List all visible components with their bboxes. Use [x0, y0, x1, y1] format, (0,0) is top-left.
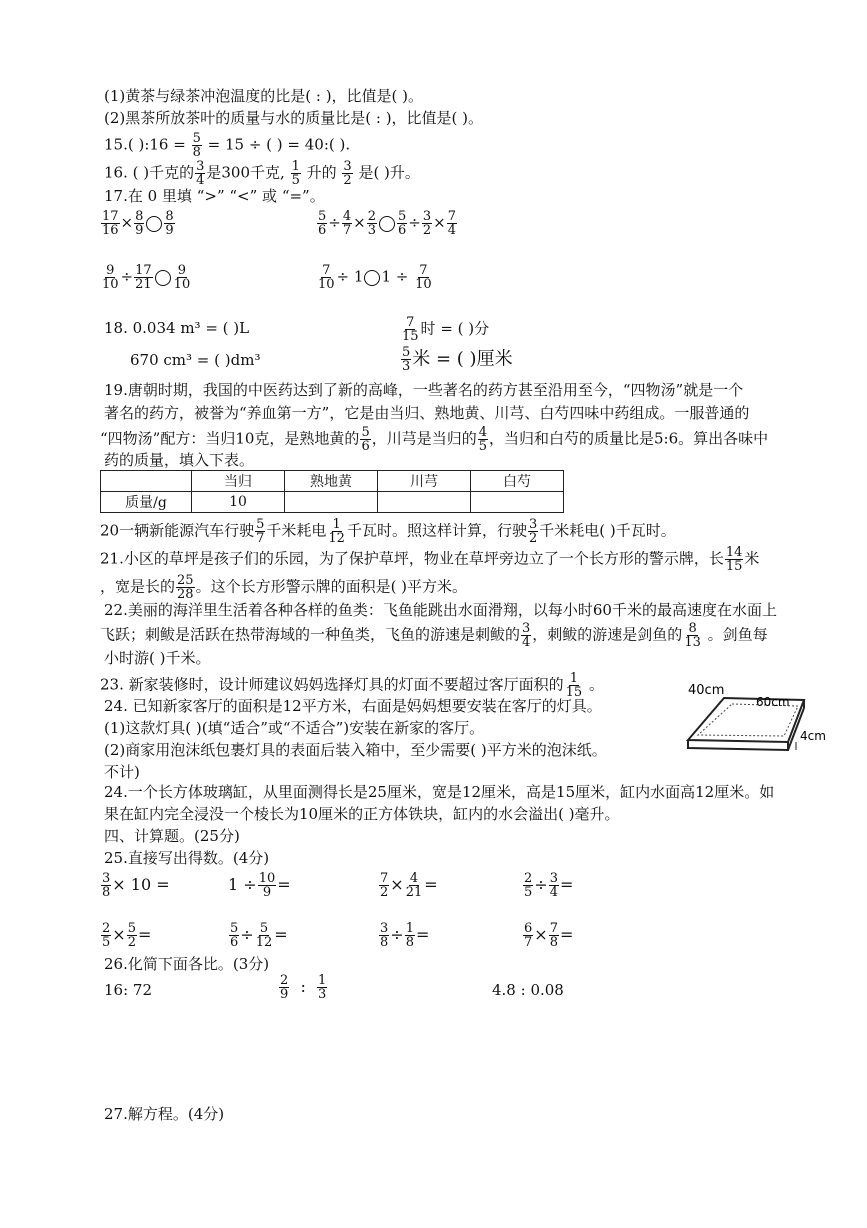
q22-line3: 小时游( )千米。: [104, 649, 211, 667]
table-cell: [101, 471, 192, 492]
table-cell: 质量/g: [101, 492, 192, 513]
q26-ratio-1: 16: 72: [104, 981, 152, 999]
q17-title: 17.在 0 里填 “>” “<” 或 “=”。: [104, 187, 325, 205]
q18-d: $\frac{5}{3}$ 米 = ( )厘米: [402, 345, 513, 374]
q14-line2: (2)黑茶所放茶叶的质量与水的质量比是( : )，比值是( )。: [104, 109, 484, 127]
q26-ratio-2: $\frac{2}{9}$ : $\frac{1}{3}$: [280, 973, 327, 1002]
q25-item: $\frac{5}{6}$ ÷ $\frac{5}{12}$ =: [230, 921, 288, 950]
compare-circle[interactable]: [379, 216, 395, 232]
q21-line1: 21.小区的草坪是孩子们的乐园，为了保护草坪，物业在草坪旁边立了一个长方形的警示牌，长 $\frac{14}{15}$ 米: [100, 545, 760, 574]
table-cell: 白芍: [471, 471, 564, 492]
q19-line4: 药的质量，填入下表。: [104, 451, 255, 469]
q21-line2: ，宽是长的 $\frac{25}{28}$ 。这个长方形警示牌的面积是( )平方米。: [100, 573, 468, 602]
q26-ratio-3: 4.8 : 0.08: [492, 981, 564, 999]
q15: 15.( ):16 = $\frac{5}{8}$ = 15 ÷ ( ) = 40:( ).: [104, 131, 351, 160]
table-row: [101, 492, 564, 513]
q16: 16. ( )千克的 $\frac{3}{4}$ 是300千克, $\frac{1}{5}$ 升的 $\frac{3}{2}$ 是( )升。: [104, 159, 420, 188]
table-cell: 熟地黄: [285, 471, 378, 492]
q19-line2: 著名的药方，被誉为“养血第一方”，它是由当归、熟地黄、川芎、白芍四味中药组成。一服普通的: [104, 404, 750, 422]
q25-item: $\frac{3}{8}$ ÷ $\frac{1}{8}$ =: [380, 921, 430, 950]
q18-c: 670 cm³ = ( )dm³: [130, 351, 261, 369]
q24b-line2: 果在缸内完全浸没一个棱长为10厘米的正方体铁块，缸内的水会溢出( )毫升。: [104, 805, 620, 823]
q25-item: $\frac{2}{5}$ ÷ $\frac{3}{4}$ =: [524, 871, 574, 900]
q26-title: 26.化简下面各比。(3分): [104, 955, 270, 973]
q17-expr-1: $\frac{17}{16}$ × $\frac{8}{9}$ $\frac{8}{9}$: [102, 209, 174, 238]
q19-line3: “四物汤”配方：当归10克，是熟地黄的 $\frac{5}{6}$ ，川芎是当归的 $\frac{4}{5}$ ，当归和白芍的质量比是5:6。算出各味中: [100, 425, 769, 454]
compare-circle[interactable]: [146, 216, 162, 232]
compare-circle[interactable]: [364, 270, 380, 286]
q22-line1: 22.美丽的海洋里生活着各种各样的鱼类：飞鱼能跳出水面滑翔，以每小时60千米的最高速度在水面上: [104, 601, 777, 619]
q18-a: 18. 0.034 m³ = ( )L: [104, 319, 250, 337]
q25-item: $\frac{2}{5}$ × $\frac{5}{2}$ =: [102, 921, 152, 950]
table-cell[interactable]: [285, 492, 378, 513]
table-cell[interactable]: [471, 492, 564, 513]
herb-table: [100, 470, 564, 513]
q25-title: 25.直接写出得数。(4分): [104, 849, 270, 867]
q20: 20一辆新能源汽车行驶 $\frac{5}{7}$ 千米耗电 $\frac{1}{12}$ 千瓦时。照这样计算，行驶 $\frac{3}{2}$ 千米耗电( )千瓦时。: [100, 517, 676, 546]
q25-item: $\frac{7}{2}$ × $\frac{4}{21}$ =: [380, 871, 438, 900]
q17-expr-2: $\frac{5}{6}$ ÷ $\frac{4}{7}$ × $\frac{2}{3}$ $\frac{5}{6}$ ÷ $\frac{3}{2}$ × $\frac{7}{4}$: [318, 209, 456, 238]
lamp-figure: [684, 678, 844, 758]
dim-height: 4cm: [800, 729, 826, 743]
dim-length: 40cm: [688, 683, 725, 698]
q17-expr-4: $\frac{7}{10}$ ÷ 1 1 ÷ $\frac{7}{10}$: [318, 263, 432, 292]
table-cell[interactable]: [378, 492, 471, 513]
q27-title: 27.解方程。(4分): [104, 1105, 225, 1123]
dim-width: 60cm: [756, 695, 790, 709]
q18-b: $\frac{7}{15}$ 时 = ( )分: [402, 315, 490, 344]
q22-line2: 飞跃；刺鲅是活跃在热带海域的一种鱼类，飞鱼的游速是刺鲅的 $\frac{3}{4}$ ，刺鲅的游速是剑鱼的 $\frac{8}{13}$ 。剑鱼每: [100, 621, 768, 650]
q24a-line2: (1)这款灯具( )(填“适合”或“不适合”)安装在新家的客厅。: [104, 719, 485, 737]
q25-item: 1 ÷ $\frac{10}{9}$ =: [228, 871, 291, 900]
table-cell: 当归: [192, 471, 285, 492]
q17-expr-3: $\frac{9}{10}$ ÷ $\frac{17}{21}$ $\frac{9}{10}$: [102, 263, 191, 292]
q23: 23. 新家装修时，设计师建议妈妈选择灯具的灯面不要超过客厅面积的 $\frac{1}{15}$ 。: [100, 671, 604, 700]
q25-item: $\frac{3}{8}$ × 10 =: [102, 871, 170, 900]
q14-line1: (1)黄茶与绿茶冲泡温度的比是( : )，比值是( )。: [104, 87, 424, 105]
q25-item: $\frac{6}{7}$ × $\frac{7}{8}$ =: [524, 921, 574, 950]
q24b-line1: 24.一个长方体玻璃缸，从里面测得长是25厘米，宽是12厘米，高是15厘米，缸内水面高12厘米。如: [104, 783, 775, 801]
q19-line1: 19.唐朝时期，我国的中医药达到了新的高峰，一些著名的药方甚至沿用至今，“四物汤”就是一个: [104, 381, 744, 399]
section-title: 四、计算题。(25分): [104, 827, 240, 845]
table-cell: 川芎: [378, 471, 471, 492]
table-cell: 10: [192, 492, 285, 513]
q24a-line3: (2)商家用泡沫纸包裹灯具的表面后装入箱中，至少需要( )平方米的泡沫纸。: [104, 741, 607, 759]
compare-circle[interactable]: [155, 270, 171, 286]
table-header-row: [101, 471, 564, 492]
q24a-line4: 不计): [104, 763, 140, 781]
q24a-line1: 24. 已知新家客厅的面积是12平方米，右面是妈妈想要安装在客厅的灯具。: [104, 697, 602, 715]
